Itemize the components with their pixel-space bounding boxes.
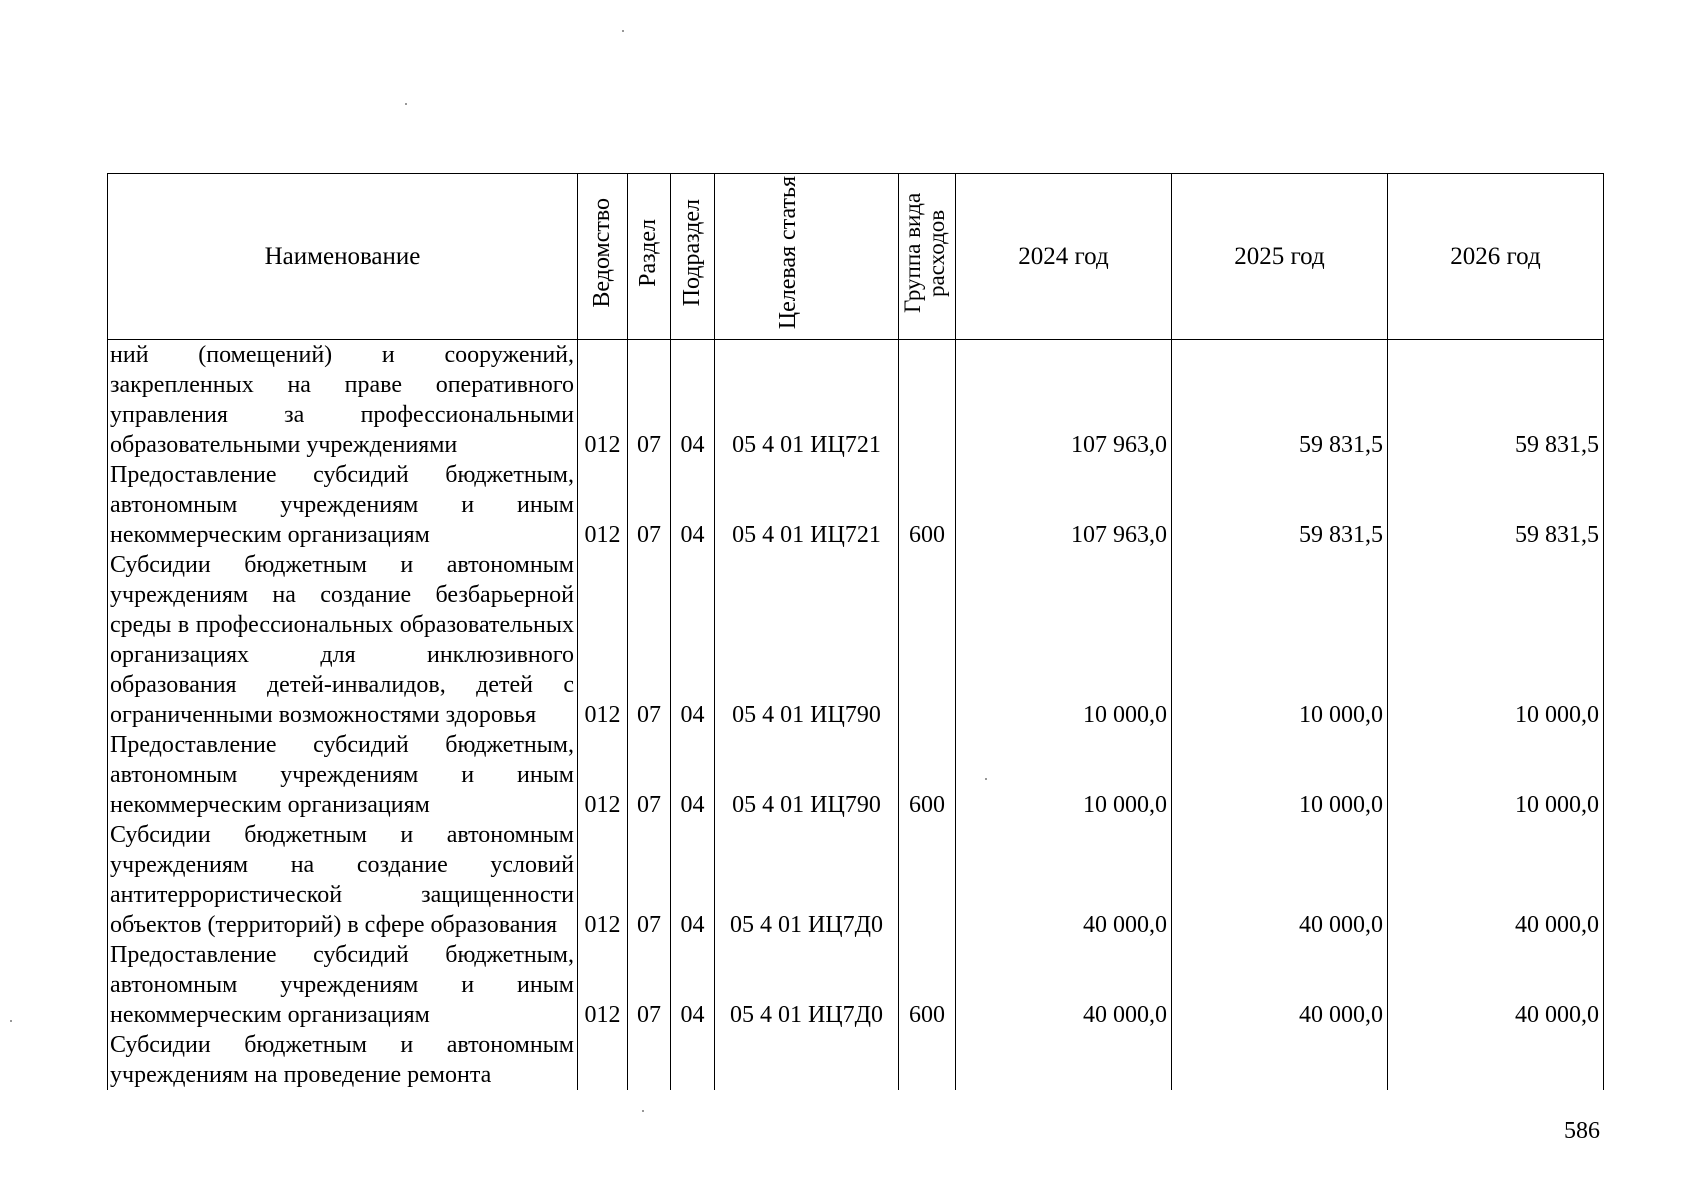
header-subsection: Подраздел — [671, 174, 715, 340]
row-dept: 012 — [578, 550, 628, 730]
row-section: 07 — [628, 940, 671, 1030]
row-name: Субсидии бюджетным и автономным учреждениям на создание условий антитеррористической защищенности объектов (территорий) в сфере образования — [108, 820, 578, 940]
row-name: Субсидии бюджетным и автономным учреждениям на создание безбарьерной среды в профессиональных образовательных организациях для инклюзивного образования детей-инвалидов, детей с ограниченными возможностями здоровья — [108, 550, 578, 730]
row-subsection: 04 — [671, 340, 715, 461]
row-2024: 10 000,0 — [956, 730, 1172, 820]
table-row — [108, 340, 1604, 461]
table-row — [108, 1030, 1604, 1090]
scan-speck — [405, 103, 407, 105]
header-section: Раздел — [628, 174, 671, 340]
row-2024 — [956, 1030, 1172, 1090]
row-2025: 40 000,0 — [1172, 940, 1388, 1030]
row-group: 600 — [899, 460, 956, 550]
header-2024: 2024 год — [956, 174, 1172, 340]
row-section: 07 — [628, 460, 671, 550]
row-subsection: 04 — [671, 730, 715, 820]
row-subsection: 04 — [671, 820, 715, 940]
row-target: 05 4 01 ИЦ7Д0 — [715, 820, 899, 940]
header-2026: 2026 год — [1388, 174, 1604, 340]
row-dept: 012 — [578, 730, 628, 820]
row-name: Предоставление субсидий бюджетным, автономным учреждениям и иным некоммерческим организациям — [108, 940, 578, 1030]
row-name: Предоставление субсидий бюджетным, автономным учреждениям и иным некоммерческим организациям — [108, 460, 578, 550]
header-2025: 2025 год — [1172, 174, 1388, 340]
row-subsection: 04 — [671, 460, 715, 550]
table-row — [108, 730, 1604, 820]
row-2024: 107 963,0 — [956, 460, 1172, 550]
row-subsection: 04 — [671, 940, 715, 1030]
row-2025: 10 000,0 — [1172, 550, 1388, 730]
row-section: 07 — [628, 730, 671, 820]
row-2026: 59 831,5 — [1388, 340, 1604, 461]
row-target: 05 4 01 ИЦ721 — [715, 340, 899, 461]
scan-speck — [985, 778, 987, 780]
row-group — [899, 820, 956, 940]
row-2025: 59 831,5 — [1172, 460, 1388, 550]
scan-speck — [642, 1110, 644, 1112]
page-number: 586 — [1564, 1118, 1600, 1144]
row-dept: 012 — [578, 820, 628, 940]
row-2024: 40 000,0 — [956, 940, 1172, 1030]
row-target: 05 4 01 ИЦ721 — [715, 460, 899, 550]
row-subsection: 04 — [671, 550, 715, 730]
header-name: Наименование — [108, 174, 578, 340]
table-row — [108, 460, 1604, 550]
header-dept: Ведомство — [578, 174, 628, 340]
row-name: Предоставление субсидий бюджетным, автономным учреждениям и иным некоммерческим организациям — [108, 730, 578, 820]
row-2026 — [1388, 1030, 1604, 1090]
header-group: Группа вида расходов — [899, 174, 956, 340]
row-dept — [578, 1030, 628, 1090]
scan-speck — [622, 30, 624, 32]
row-2024: 107 963,0 — [956, 340, 1172, 461]
row-2024: 10 000,0 — [956, 550, 1172, 730]
header-target: Целевая статья — [715, 174, 899, 340]
header-row — [108, 174, 1604, 340]
table-row — [108, 550, 1604, 730]
row-section: 07 — [628, 340, 671, 461]
row-2026: 59 831,5 — [1388, 460, 1604, 550]
row-name: Субсидии бюджетным и автономным учреждениям на проведение ремонта — [108, 1030, 578, 1090]
row-2026: 10 000,0 — [1388, 730, 1604, 820]
row-group — [899, 1030, 956, 1090]
row-2025: 40 000,0 — [1172, 820, 1388, 940]
table-row — [108, 940, 1604, 1030]
row-section: 07 — [628, 550, 671, 730]
row-target — [715, 1030, 899, 1090]
row-2025: 10 000,0 — [1172, 730, 1388, 820]
row-target: 05 4 01 ИЦ790 — [715, 550, 899, 730]
row-dept: 012 — [578, 340, 628, 461]
row-section — [628, 1030, 671, 1090]
row-group: 600 — [899, 730, 956, 820]
row-section: 07 — [628, 820, 671, 940]
row-2024: 40 000,0 — [956, 820, 1172, 940]
row-dept: 012 — [578, 460, 628, 550]
row-2026: 40 000,0 — [1388, 820, 1604, 940]
budget-table-sheet — [107, 173, 1603, 1090]
scan-speck — [10, 1020, 12, 1022]
row-2025 — [1172, 1030, 1388, 1090]
row-target: 05 4 01 ИЦ790 — [715, 730, 899, 820]
row-target: 05 4 01 ИЦ7Д0 — [715, 940, 899, 1030]
row-name: ний (помещений) и сооружений, закрепленных на праве оперативного управления за профессиональными образовательными учреждениями — [108, 340, 578, 461]
row-dept: 012 — [578, 940, 628, 1030]
table-row — [108, 820, 1604, 940]
row-group: 600 — [899, 940, 956, 1030]
row-subsection — [671, 1030, 715, 1090]
row-group — [899, 340, 956, 461]
row-2026: 10 000,0 — [1388, 550, 1604, 730]
row-2025: 59 831,5 — [1172, 340, 1388, 461]
row-group — [899, 550, 956, 730]
row-2026: 40 000,0 — [1388, 940, 1604, 1030]
budget-table — [107, 173, 1604, 1090]
